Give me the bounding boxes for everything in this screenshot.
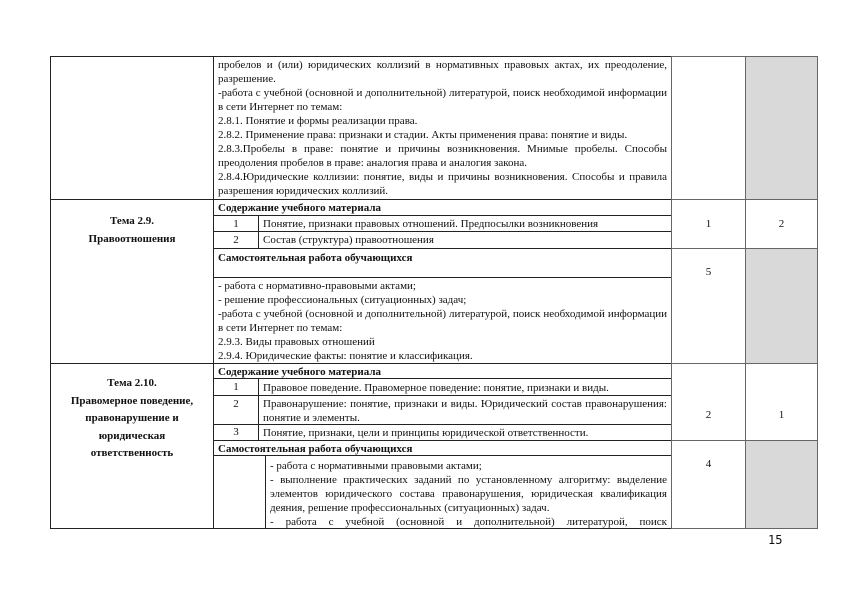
- text-line: - работа с нормативными правовыми актами;: [270, 460, 482, 472]
- page-number: 15: [768, 533, 783, 547]
- self-work-header: Самостоятельная работа обучающихся: [213, 248, 672, 278]
- self-work-content: [265, 455, 672, 529]
- topic-number: Тема 2.10.: [107, 377, 157, 389]
- text-line: -работа с учебной (основной и дополнительной) литературой, поиск необходимой информации в сети Интернет по темам:: [218, 87, 667, 113]
- item-text: Правонарушение: понятие, признаки и виды. Юридический состав правонарушения: понятие и элементы.: [258, 395, 672, 425]
- text-line: - работа с учебной (основной и дополнительной) литературой, поиск: [270, 516, 667, 528]
- topic-2-9-title: [50, 199, 214, 364]
- text-line: 2.8.4.Юридические коллизии: понятие, виды и причины возникновения. Способы и правила разрешения юридических коллизий.: [218, 171, 667, 197]
- level-cell: [745, 199, 818, 249]
- level-cell: [745, 363, 818, 441]
- hours-value: 5: [705, 266, 712, 278]
- text-line: - решение профессиональных (ситуационных) задач;: [218, 294, 467, 306]
- item-number: 1: [213, 215, 259, 232]
- hours-value: 4: [705, 458, 712, 470]
- text-line: 2.9.4. Юридические факты: понятие и классификация.: [218, 350, 473, 362]
- self-work-header: Самостоятельная работа обучающихся: [213, 440, 672, 456]
- text-line: - выполнение практических заданий по установленному алгоритму: выделение элементов юридического состава правонарушения, юридическая квалификация деяния, решение профессиональных (ситуационных) задач.: [270, 474, 667, 514]
- self-work-content-2-8: [213, 56, 672, 200]
- hours-cell: [671, 199, 746, 249]
- level-cell-shaded: [745, 440, 818, 529]
- text-line: 2.8.3.Пробелы в праве: понятие и причины возникновения. Мнимые пробелы. Способы преодоления пробелов в праве: аналогия права и аналогия закона.: [218, 143, 667, 169]
- text-line: - работа с нормативно-правовыми актами;: [218, 280, 416, 292]
- self-work-hours-cell: [671, 440, 746, 529]
- topic-2-10-title: [50, 363, 214, 529]
- hours-value: 2: [705, 409, 712, 421]
- item-text: Состав (структура) правоотношения: [258, 231, 672, 249]
- text-line: -работа с учебной (основной и дополнительной) литературой, поиск необходимой информации в сети Интернет по темам:: [218, 308, 667, 334]
- item-number: 2: [213, 395, 259, 425]
- level-cell-shaded: [745, 56, 818, 200]
- text-line: 2.8.1. Понятие и формы реализации права.: [218, 115, 418, 127]
- item-number: 3: [213, 424, 259, 441]
- text-line: 2.9.3. Виды правовых отношений: [218, 336, 375, 348]
- content-header: Содержание учебного материала: [213, 363, 672, 379]
- hours-cell: [671, 56, 746, 200]
- hours-cell: [671, 363, 746, 441]
- topic-name-line: Правомерное поведение,: [70, 394, 194, 407]
- topic-name-line: правонарушение и: [85, 412, 179, 424]
- item-number: 2: [213, 231, 259, 249]
- item-text: Понятие, признаки правовых отношений. Предпосылки возникновения: [258, 215, 672, 232]
- text-line: 2.8.2. Применение права: признаки и стадии. Акты применения права: понятие и виды.: [218, 129, 628, 141]
- number-cell-empty: [213, 455, 266, 529]
- topic-name-line: ответственность: [90, 447, 174, 459]
- topic-name: Правоотношения: [88, 233, 176, 245]
- item-text: Понятие, признаки, цели и принципы юридической ответственности.: [258, 424, 672, 441]
- self-work-content: [213, 277, 672, 364]
- level-value: 2: [778, 218, 785, 230]
- hours-value: 1: [705, 218, 712, 230]
- level-value: 1: [778, 409, 785, 421]
- topic-number: Тема 2.9.: [110, 215, 154, 227]
- item-number: 1: [213, 378, 259, 396]
- topic-cell-empty: [50, 56, 214, 200]
- topic-name-line: юридическая: [98, 429, 166, 442]
- item-text: Правовое поведение. Правомерное поведение: понятие, признаки и виды.: [258, 378, 672, 396]
- text-line: пробелов и (или) юридических коллизий в нормативных правовых актах, их преодоление, разрешение.: [218, 59, 667, 85]
- content-header: Содержание учебного материала: [213, 199, 672, 216]
- level-cell-shaded: [745, 248, 818, 364]
- self-work-hours-cell: [671, 248, 746, 364]
